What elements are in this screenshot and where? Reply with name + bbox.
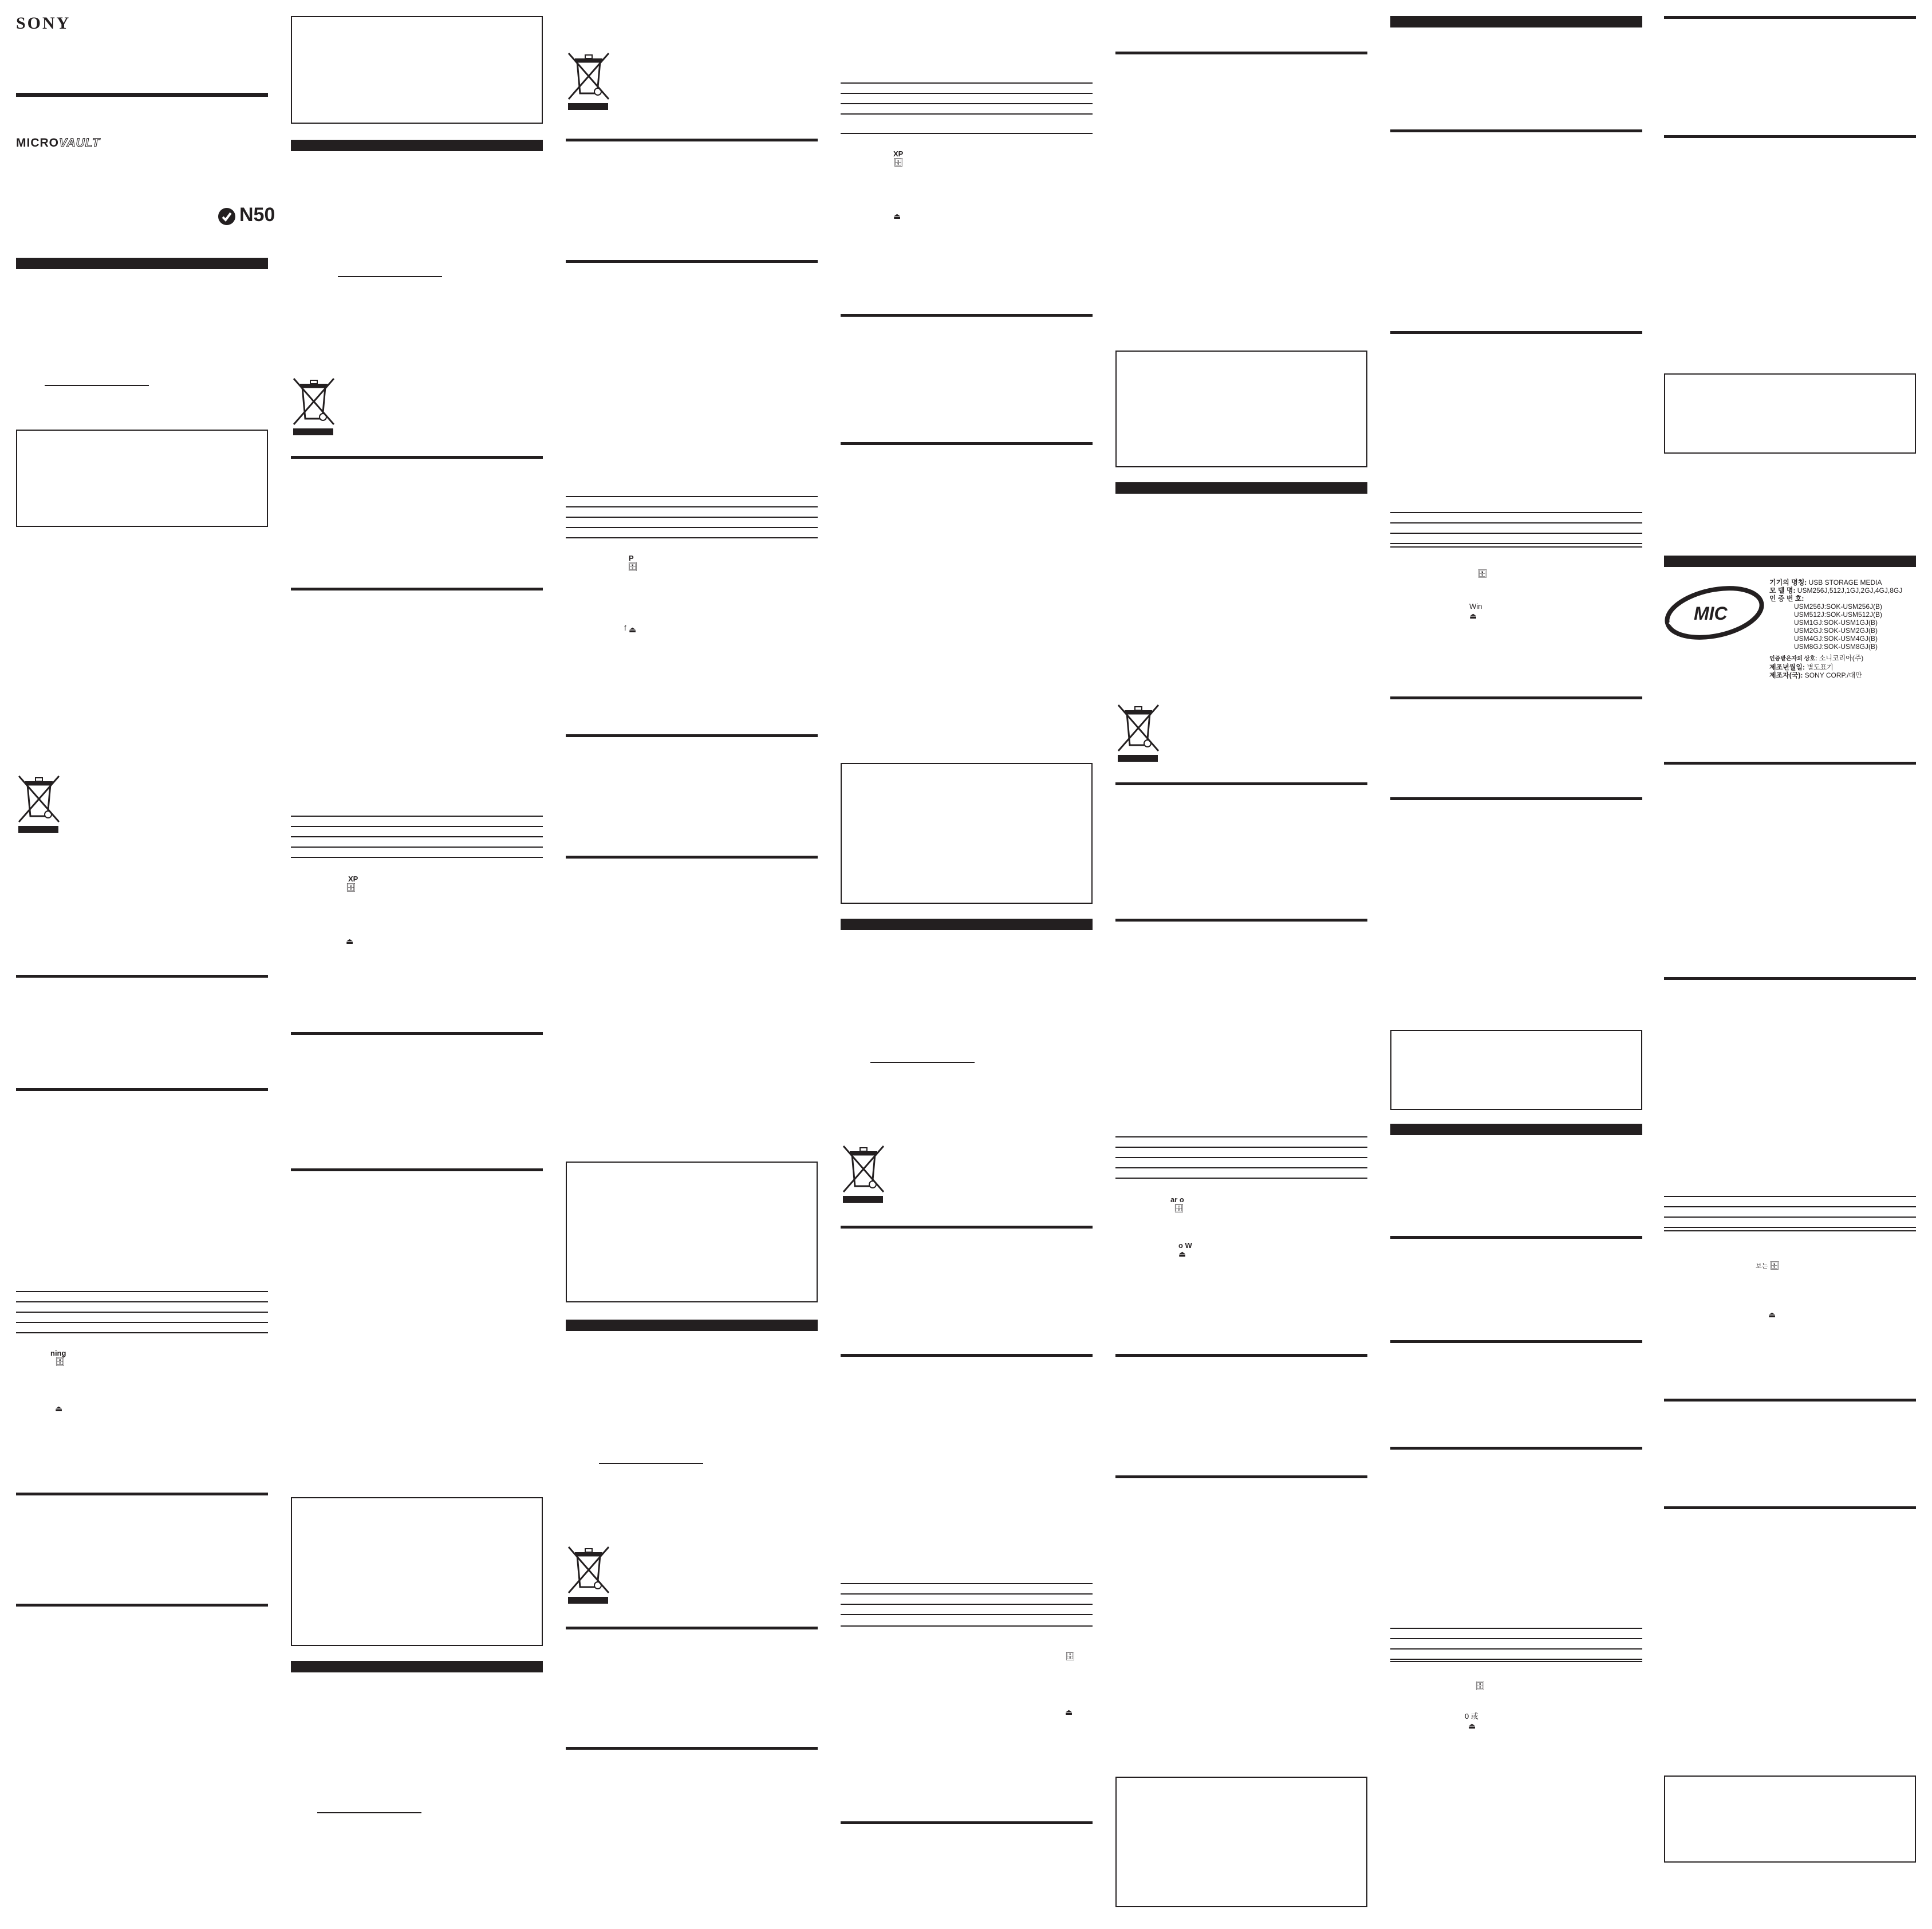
table-row bbox=[566, 507, 818, 518]
notice-box bbox=[1664, 1776, 1916, 1863]
table-row bbox=[1390, 1629, 1642, 1639]
spec-table bbox=[841, 82, 1093, 115]
microvault-logo-prefix: MICRO bbox=[16, 136, 59, 149]
drive-icon: 🗄 bbox=[55, 1357, 65, 1366]
microvault-logo bbox=[16, 136, 100, 150]
underline bbox=[45, 385, 149, 386]
section-rule bbox=[291, 456, 543, 459]
table-row bbox=[1664, 1197, 1916, 1207]
section-rule bbox=[1115, 919, 1367, 922]
cert-row bbox=[1769, 663, 1902, 671]
c-tick-mark bbox=[218, 204, 275, 229]
cert-label: 모 델 명: bbox=[1769, 586, 1796, 595]
section-header-bar bbox=[291, 1661, 543, 1672]
table-rule bbox=[1390, 546, 1642, 548]
mic-mark-text: MIC bbox=[1694, 603, 1728, 624]
sony-logo: SONY bbox=[16, 14, 71, 33]
table-row bbox=[1664, 1218, 1916, 1228]
table-rule bbox=[1390, 1661, 1642, 1662]
cert-value: 소니코리아(주) bbox=[1819, 654, 1864, 662]
section-rule bbox=[16, 1604, 268, 1607]
cert-number: USM8GJ:SOK-USM8GJ(B) bbox=[1794, 643, 1878, 651]
section-rule bbox=[566, 139, 818, 141]
table-row bbox=[1390, 523, 1642, 534]
drive-icon: 🗄 bbox=[1769, 1261, 1780, 1270]
section-header-bar bbox=[1390, 1124, 1642, 1135]
drive-icon: 🗄 bbox=[628, 562, 638, 571]
section-rule bbox=[841, 1226, 1093, 1229]
section-header-bar bbox=[1390, 16, 1642, 27]
cert-row bbox=[1769, 586, 1902, 595]
korean-certification-info bbox=[1769, 578, 1902, 679]
section-rule bbox=[1664, 762, 1916, 765]
table-rule bbox=[841, 133, 1093, 134]
safely-remove-icon: ⏏ bbox=[893, 211, 901, 221]
spec-table bbox=[1390, 512, 1642, 544]
text-fragment: XP bbox=[348, 875, 358, 883]
spec-table bbox=[566, 496, 818, 528]
notice-box bbox=[1115, 1777, 1367, 1907]
section-rule bbox=[1390, 129, 1642, 132]
table-row bbox=[841, 1595, 1093, 1605]
safely-remove-icon: ⏏ bbox=[1065, 1707, 1073, 1717]
spec-table bbox=[1390, 1628, 1642, 1660]
section-rule bbox=[1115, 782, 1367, 785]
underline bbox=[317, 1812, 421, 1813]
table-row bbox=[291, 827, 543, 837]
section-header-bar bbox=[566, 1320, 818, 1331]
text-fragment: 0 或 bbox=[1465, 1712, 1478, 1721]
table-row bbox=[16, 1313, 268, 1323]
notice-box bbox=[1115, 351, 1367, 467]
table-row bbox=[1115, 1148, 1367, 1158]
cert-label: 제조년월일: bbox=[1769, 663, 1805, 671]
underline bbox=[599, 1463, 703, 1464]
cert-row bbox=[1769, 671, 1902, 679]
section-rule bbox=[1390, 1447, 1642, 1450]
safely-remove-icon: ⏏ bbox=[1469, 611, 1477, 620]
notice-box bbox=[291, 1497, 543, 1646]
section-rule bbox=[1390, 1340, 1642, 1343]
cert-value: USB STORAGE MEDIA bbox=[1808, 578, 1882, 586]
cert-value: 별도표기 bbox=[1807, 663, 1834, 671]
drive-icon: 🗄 bbox=[893, 158, 904, 167]
cert-number: USM256J:SOK-USM256J(B) bbox=[1794, 603, 1883, 611]
table-row bbox=[841, 94, 1093, 104]
drive-icon: 🗄 bbox=[1174, 1203, 1184, 1212]
section-rule bbox=[566, 260, 818, 263]
cert-number: USM1GJ:SOK-USM1GJ(B) bbox=[1794, 619, 1878, 627]
safely-remove-icon: ⏏ bbox=[1468, 1721, 1476, 1730]
section-rule bbox=[1390, 1236, 1642, 1239]
section-rule bbox=[1664, 135, 1916, 138]
text-fragment: P bbox=[629, 554, 634, 562]
table-row bbox=[1390, 1639, 1642, 1650]
underline bbox=[870, 1062, 975, 1063]
text-fragment: Win bbox=[1469, 602, 1482, 611]
weee-bin-icon bbox=[16, 773, 62, 833]
cert-label: 제조자(국): bbox=[1769, 671, 1803, 679]
notice-box bbox=[566, 1162, 818, 1302]
compliance-code: N50 bbox=[239, 204, 275, 226]
section-rule bbox=[291, 588, 543, 590]
weee-bin-icon bbox=[1115, 702, 1161, 762]
text-fragment: f bbox=[624, 624, 626, 632]
table-row bbox=[1664, 1207, 1916, 1218]
safely-remove-icon: ⏏ bbox=[1178, 1249, 1186, 1258]
section-rule bbox=[1115, 1354, 1367, 1357]
table-row bbox=[841, 1584, 1093, 1595]
table-row bbox=[16, 1292, 268, 1302]
cert-number: USM4GJ:SOK-USM4GJ(B) bbox=[1794, 635, 1878, 643]
cert-number: USM512J:SOK-USM512J(B) bbox=[1794, 611, 1883, 619]
section-rule bbox=[291, 1032, 543, 1035]
table-row bbox=[1115, 1137, 1367, 1148]
section-rule bbox=[1664, 16, 1916, 19]
table-row bbox=[1115, 1158, 1367, 1168]
table-row bbox=[291, 837, 543, 848]
section-rule bbox=[566, 856, 818, 859]
table-row bbox=[291, 817, 543, 827]
weee-bin-icon bbox=[841, 1143, 886, 1203]
cert-label: 인 증 번 호: bbox=[1769, 595, 1804, 603]
cert-value: SONY CORP./대만 bbox=[1804, 671, 1862, 679]
text-fragment: o W bbox=[1178, 1241, 1192, 1250]
table-row bbox=[841, 104, 1093, 115]
text-fragment: XP bbox=[893, 149, 904, 158]
section-rule bbox=[16, 1088, 268, 1091]
table-rule bbox=[291, 857, 543, 858]
weee-bin-icon bbox=[291, 376, 337, 435]
mic-certification-mark bbox=[1664, 584, 1765, 641]
notice-box bbox=[291, 16, 543, 124]
weee-bin-icon bbox=[566, 1544, 612, 1604]
spec-table bbox=[291, 816, 543, 848]
table-rule bbox=[16, 1332, 268, 1333]
table-row bbox=[841, 1605, 1093, 1615]
underline bbox=[338, 276, 442, 277]
drive-icon: 🗄 bbox=[1477, 569, 1488, 578]
cert-number: USM2GJ:SOK-USM2GJ(B) bbox=[1794, 627, 1878, 635]
table-row bbox=[1390, 534, 1642, 544]
section-header-bar bbox=[841, 919, 1093, 930]
notice-box bbox=[1664, 373, 1916, 454]
section-rule bbox=[841, 314, 1093, 317]
spec-table bbox=[841, 1583, 1093, 1615]
safely-remove-icon: ⏏ bbox=[346, 936, 354, 946]
section-header-bar bbox=[291, 140, 543, 151]
section-header-bar bbox=[16, 258, 268, 269]
drive-icon: 🗄 bbox=[346, 883, 356, 892]
text-fragment: 보는 bbox=[1756, 1263, 1768, 1270]
cert-label: 기기의 명칭: bbox=[1769, 578, 1807, 586]
microvault-logo-suffix: VAULT bbox=[59, 136, 100, 149]
drive-icon: 🗄 bbox=[1065, 1651, 1075, 1660]
notice-box bbox=[16, 430, 268, 527]
section-rule bbox=[1390, 797, 1642, 800]
table-row bbox=[841, 84, 1093, 94]
section-rule bbox=[841, 442, 1093, 445]
text-fragment: ning bbox=[50, 1349, 66, 1357]
section-rule bbox=[566, 734, 818, 737]
section-rule bbox=[1390, 331, 1642, 334]
section-rule bbox=[291, 1168, 543, 1171]
section-rule bbox=[1390, 696, 1642, 699]
safely-remove-icon: ⏏ bbox=[629, 625, 637, 634]
weee-bin-icon bbox=[566, 50, 612, 110]
spec-table bbox=[1664, 1196, 1916, 1228]
section-rule bbox=[16, 1493, 268, 1495]
table-rule bbox=[1115, 1178, 1367, 1179]
cert-row bbox=[1769, 654, 1902, 663]
section-rule bbox=[1664, 1399, 1916, 1402]
cert-value: USM256J,512J,1GJ,2GJ,4GJ,8GJ bbox=[1797, 586, 1903, 595]
cert-label: 인증받은자의 상호: bbox=[1769, 656, 1817, 662]
table-row bbox=[16, 1302, 268, 1313]
section-rule bbox=[1115, 52, 1367, 54]
cert-row bbox=[1769, 578, 1902, 586]
section-rule bbox=[1664, 1506, 1916, 1509]
table-rule bbox=[566, 537, 818, 538]
section-rule bbox=[566, 1627, 818, 1629]
table-rule bbox=[1664, 1230, 1916, 1231]
safely-remove-icon: ⏏ bbox=[55, 1404, 63, 1413]
section-header-bar bbox=[1664, 556, 1916, 567]
section-rule bbox=[16, 975, 268, 978]
drive-icon: 🗄 bbox=[1475, 1681, 1485, 1690]
section-rule bbox=[841, 1821, 1093, 1824]
c-tick-icon bbox=[218, 207, 236, 226]
section-rule bbox=[1115, 1475, 1367, 1478]
title-rule bbox=[16, 93, 268, 97]
table-row bbox=[1390, 513, 1642, 523]
section-header-bar bbox=[1115, 482, 1367, 494]
table-row bbox=[566, 518, 818, 528]
spec-table bbox=[1115, 1136, 1367, 1168]
safely-remove-icon: ⏏ bbox=[1768, 1310, 1776, 1319]
cert-row bbox=[1769, 595, 1902, 603]
notice-box bbox=[841, 763, 1093, 904]
section-rule bbox=[841, 1354, 1093, 1357]
section-rule bbox=[566, 1747, 818, 1750]
text-fragment: ar o bbox=[1170, 1195, 1184, 1204]
table-row bbox=[566, 497, 818, 507]
section-rule bbox=[1664, 977, 1916, 980]
notice-box bbox=[1390, 1030, 1642, 1110]
table-rule bbox=[841, 1625, 1093, 1627]
table-row bbox=[1390, 1650, 1642, 1660]
spec-table bbox=[16, 1291, 268, 1323]
